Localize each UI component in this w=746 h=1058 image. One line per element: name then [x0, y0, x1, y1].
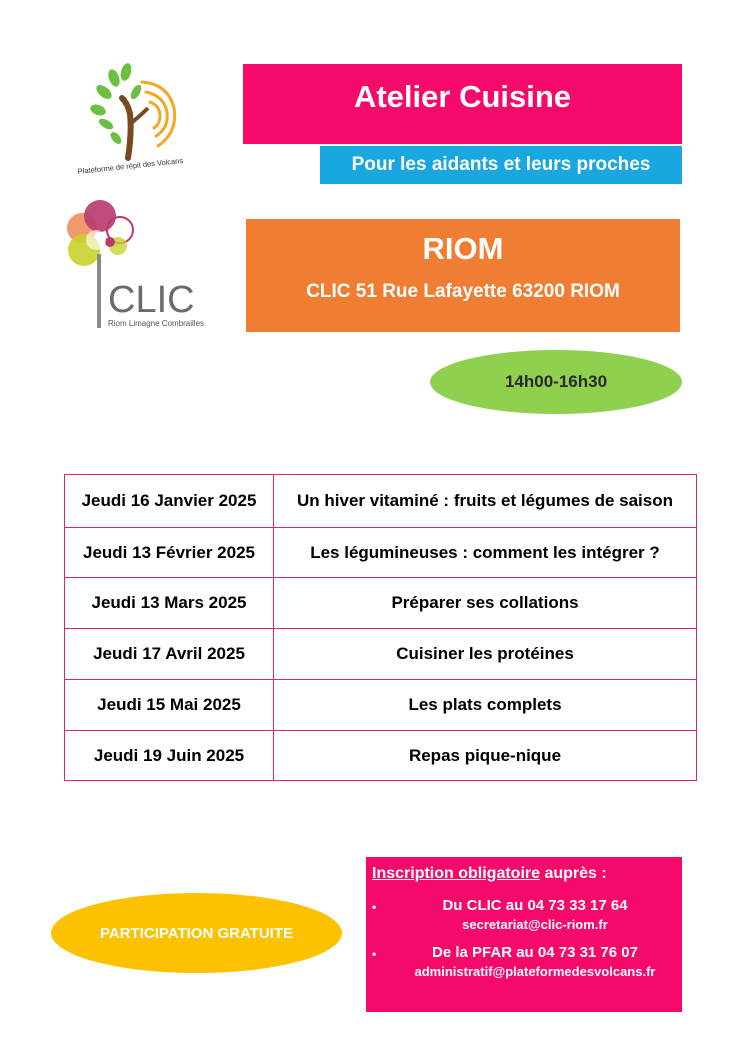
session-date: Jeudi 17 Avril 2025: [65, 629, 274, 680]
session-date: Jeudi 16 Janvier 2025: [65, 475, 274, 528]
session-date: Jeudi 13 Mars 2025: [65, 578, 274, 629]
session-date: Jeudi 15 Mai 2025: [65, 680, 274, 731]
pfar-logo: [70, 62, 205, 180]
time-text: 14h00-16h30: [504, 372, 608, 391]
clic-logo-caption: Riom Limagne Combrailles: [108, 319, 205, 328]
contact-item: [372, 897, 676, 932]
table-row: [65, 578, 697, 629]
table-row: [65, 629, 697, 680]
time-badge: [430, 350, 682, 414]
contact-phone: De la PFAR au 04 73 31 76 07: [432, 944, 638, 961]
table-row: [65, 731, 697, 781]
registration-heading-required: Inscription obligatoire: [372, 865, 541, 882]
schedule-table: [64, 474, 697, 781]
table-row: [65, 680, 697, 731]
clic-circles-logo-icon: [60, 198, 210, 334]
page-subtitle: Pour les aidants et leurs proches: [351, 154, 651, 175]
participation-badge: [51, 893, 342, 973]
table-row: [65, 528, 697, 578]
session-topic: Un hiver vitaminé : fruits et légumes de saison: [274, 475, 697, 528]
session-date: Jeudi 19 Juin 2025: [65, 731, 274, 781]
contact-email[interactable]: secretariat@clic-riom.fr: [462, 917, 608, 932]
pfar-logo-caption: Plateforme de répit des Volcans: [77, 155, 184, 176]
contact-email[interactable]: administratif@plateformedesvolcans.fr: [414, 964, 656, 979]
session-topic: Les plats complets: [274, 680, 697, 731]
session-topic: Cuisiner les protéines: [274, 629, 697, 680]
bullet-icon: •: [372, 900, 377, 914]
bullet-icon: •: [372, 947, 377, 961]
registration-box: [366, 857, 682, 1012]
subtitle-banner: [320, 146, 682, 184]
clic-logo-name: CLIC: [108, 279, 195, 321]
participation-text: PARTICIPATION GRATUITE: [99, 924, 294, 942]
tree-sun-logo-icon: [70, 62, 205, 180]
contact-item: [372, 944, 676, 979]
session-date: Jeudi 13 Février 2025: [65, 528, 274, 578]
table-row: [65, 475, 697, 528]
registration-heading-rest: auprès :: [540, 865, 607, 882]
location-city: RIOM: [422, 231, 504, 266]
session-topic: Préparer ses collations: [274, 578, 697, 629]
location-address: CLIC 51 Rue Lafayette 63200 RIOM: [306, 281, 620, 302]
title-banner: [243, 64, 682, 144]
clic-logo: [60, 198, 210, 334]
session-topic: Les légumineuses : comment les intégrer ?: [274, 528, 697, 578]
registration-heading: [372, 865, 676, 883]
page-title: Atelier Cuisine: [353, 79, 572, 114]
location-box: [246, 219, 680, 332]
session-topic: Repas pique-nique: [274, 731, 697, 781]
contact-phone: Du CLIC au 04 73 33 17 64: [442, 897, 628, 914]
